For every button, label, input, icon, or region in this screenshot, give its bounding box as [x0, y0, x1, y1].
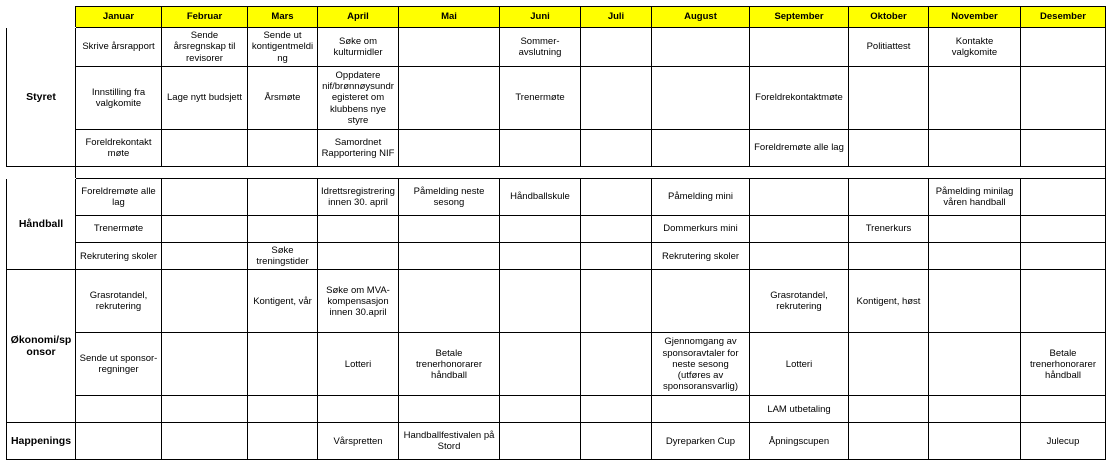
cell-styret2-mars: Årsmøte	[248, 67, 318, 130]
cell-handball3-november	[929, 243, 1021, 270]
cell-styret-april: Søke om kulturmidler	[318, 28, 399, 67]
cell-handball2-mars	[248, 216, 318, 243]
cell-happenings-september: Åpningscupen	[750, 423, 849, 460]
cell-okonomi2-juni	[500, 333, 581, 396]
cell-okonomi1-september: Grasrotandel, rekrutering	[750, 270, 849, 333]
cell-okonomi2-juli	[581, 333, 652, 396]
cell-handball2-desember	[1021, 216, 1106, 243]
cell-styret2-desember	[1021, 67, 1106, 130]
cell-happenings-januar	[76, 423, 162, 460]
cell-okonomi3-november	[929, 396, 1021, 423]
cell-happenings-mars	[248, 423, 318, 460]
cell-handball1-oktober	[849, 179, 929, 216]
spacer-label-cell	[7, 167, 76, 179]
table-row	[7, 270, 1106, 333]
cell-handball1-mai: Påmelding neste sesong	[399, 179, 500, 216]
cell-styret-mai	[399, 28, 500, 67]
cell-styret-mars: Sende ut kontigentmelding	[248, 28, 318, 67]
cell-styret-november: Kontakte valgkomite	[929, 28, 1021, 67]
cell-handball3-mars: Søke treningstider	[248, 243, 318, 270]
cell-happenings-februar	[162, 423, 248, 460]
column-header-januar: Januar	[76, 7, 162, 28]
cell-okonomi3-august	[652, 396, 750, 423]
cell-styret3-mai	[399, 130, 500, 167]
section-label-styret: Styret	[7, 28, 76, 167]
column-header-juni: Juni	[500, 7, 581, 28]
table-row	[7, 179, 1106, 216]
cell-handball1-november: Påmelding minilag våren handball	[929, 179, 1021, 216]
cell-okonomi3-mars	[248, 396, 318, 423]
cell-styret2-april: Oppdatere nif/brønnøysundregisteret om klubbens nye styre	[318, 67, 399, 130]
column-header-mars: Mars	[248, 7, 318, 28]
table-body	[7, 28, 1106, 460]
cell-happenings-desember: Julecup	[1021, 423, 1106, 460]
cell-okonomi1-oktober: Kontigent, høst	[849, 270, 929, 333]
table-row	[7, 423, 1106, 460]
cell-happenings-november	[929, 423, 1021, 460]
cell-happenings-oktober	[849, 423, 929, 460]
cell-okonomi2-august: Gjennomgang av sponsoravtaler for neste sesong (utføres av sponsoransvarlig)	[652, 333, 750, 396]
cell-okonomi2-januar: Sende ut sponsor-regninger	[76, 333, 162, 396]
cell-styret3-desember	[1021, 130, 1106, 167]
table-row	[7, 243, 1106, 270]
cell-styret2-september: Foreldrekontaktmøte	[750, 67, 849, 130]
header-corner-cell	[7, 7, 76, 28]
cell-handball2-november	[929, 216, 1021, 243]
section-label-happenings: Happenings	[7, 423, 76, 460]
cell-handball1-mars	[248, 179, 318, 216]
cell-handball3-desember	[1021, 243, 1106, 270]
column-header-september: September	[750, 7, 849, 28]
cell-styret-august	[652, 28, 750, 67]
cell-okonomi3-mai	[399, 396, 500, 423]
table-row	[7, 28, 1106, 67]
cell-styret2-oktober	[849, 67, 929, 130]
cell-styret2-november	[929, 67, 1021, 130]
cell-okonomi3-januar	[76, 396, 162, 423]
cell-styret-januar: Skrive årsrapport	[76, 28, 162, 67]
cell-styret3-oktober	[849, 130, 929, 167]
cell-okonomi1-november	[929, 270, 1021, 333]
cell-okonomi3-april	[318, 396, 399, 423]
cell-okonomi1-februar	[162, 270, 248, 333]
cell-handball3-april	[318, 243, 399, 270]
cell-handball3-juni	[500, 243, 581, 270]
cell-styret2-januar: Innstilling fra valgkomite	[76, 67, 162, 130]
cell-handball2-april	[318, 216, 399, 243]
cell-handball2-juni	[500, 216, 581, 243]
cell-okonomi1-august	[652, 270, 750, 333]
cell-styret3-juli	[581, 130, 652, 167]
cell-handball1-februar	[162, 179, 248, 216]
cell-handball1-juni: Håndballskule	[500, 179, 581, 216]
cell-okonomi2-november	[929, 333, 1021, 396]
cell-handball2-mai	[399, 216, 500, 243]
column-header-juli: Juli	[581, 7, 652, 28]
cell-styret3-mars	[248, 130, 318, 167]
cell-okonomi1-mai	[399, 270, 500, 333]
cell-handball2-september	[750, 216, 849, 243]
cell-styret-september	[750, 28, 849, 67]
cell-styret3-august	[652, 130, 750, 167]
table-header	[7, 7, 1106, 28]
cell-handball1-august: Påmelding mini	[652, 179, 750, 216]
cell-handball1-juli	[581, 179, 652, 216]
cell-okonomi1-juli	[581, 270, 652, 333]
header-row	[7, 7, 1106, 28]
column-header-november: November	[929, 7, 1021, 28]
column-header-august: August	[652, 7, 750, 28]
cell-handball3-mai	[399, 243, 500, 270]
cell-okonomi2-april: Lotteri	[318, 333, 399, 396]
cell-okonomi3-september: LAM utbetaling	[750, 396, 849, 423]
cell-happenings-mai: Handballfestivalen på Stord	[399, 423, 500, 460]
cell-okonomi3-juni	[500, 396, 581, 423]
cell-okonomi2-desember: Betale trenerhonorarer håndball	[1021, 333, 1106, 396]
cell-styret-juni: Sommer-avslutning	[500, 28, 581, 67]
cell-handball3-juli	[581, 243, 652, 270]
cell-styret2-juli	[581, 67, 652, 130]
cell-styret3-november	[929, 130, 1021, 167]
cell-styret-februar: Sende årsregnskap til revisorer	[162, 28, 248, 67]
cell-happenings-juni	[500, 423, 581, 460]
cell-handball2-oktober: Trenerkurs	[849, 216, 929, 243]
cell-okonomi1-april: Søke om MVA-kompensasjon innen 30.april	[318, 270, 399, 333]
cell-handball2-januar: Trenermøte	[76, 216, 162, 243]
cell-okonomi2-februar	[162, 333, 248, 396]
cell-happenings-juli	[581, 423, 652, 460]
cell-okonomi3-februar	[162, 396, 248, 423]
cell-okonomi1-juni	[500, 270, 581, 333]
cell-okonomi1-desember	[1021, 270, 1106, 333]
spacer-cell	[76, 167, 1106, 179]
cell-styret2-august	[652, 67, 750, 130]
cell-happenings-april: Vårspretten	[318, 423, 399, 460]
cell-okonomi2-oktober	[849, 333, 929, 396]
section-spacer	[7, 167, 1106, 179]
cell-styret2-mai	[399, 67, 500, 130]
cell-okonomi1-januar: Grasrotandel, rekrutering	[76, 270, 162, 333]
cell-okonomi1-mars: Kontigent, vår	[248, 270, 318, 333]
column-header-februar: Februar	[162, 7, 248, 28]
cell-handball3-oktober	[849, 243, 929, 270]
cell-styret3-juni	[500, 130, 581, 167]
cell-okonomi2-september: Lotteri	[750, 333, 849, 396]
column-header-mai: Mai	[399, 7, 500, 28]
cell-handball3-august: Rekrutering skoler	[652, 243, 750, 270]
cell-styret-juli	[581, 28, 652, 67]
cell-okonomi3-oktober	[849, 396, 929, 423]
column-header-april: April	[318, 7, 399, 28]
yearly-plan-table	[6, 6, 1106, 460]
cell-handball3-februar	[162, 243, 248, 270]
cell-okonomi3-juli	[581, 396, 652, 423]
table-row	[7, 130, 1106, 167]
cell-handball1-september	[750, 179, 849, 216]
cell-okonomi2-mai: Betale trenerhonorarer håndball	[399, 333, 500, 396]
cell-handball2-februar	[162, 216, 248, 243]
cell-handball1-desember	[1021, 179, 1106, 216]
cell-styret3-januar: Foreldrekontakt møte	[76, 130, 162, 167]
cell-handball3-september	[750, 243, 849, 270]
cell-styret-oktober: Politiattest	[849, 28, 929, 67]
cell-okonomi2-mars	[248, 333, 318, 396]
cell-happenings-august: Dyreparken Cup	[652, 423, 750, 460]
cell-handball1-januar: Foreldremøte alle lag	[76, 179, 162, 216]
column-header-oktober: Oktober	[849, 7, 929, 28]
cell-handball3-januar: Rekrutering skoler	[76, 243, 162, 270]
cell-handball2-august: Dommerkurs mini	[652, 216, 750, 243]
cell-styret3-september: Foreldremøte alle lag	[750, 130, 849, 167]
column-header-desember: Desember	[1021, 7, 1106, 28]
table-row	[7, 216, 1106, 243]
table-row	[7, 396, 1106, 423]
cell-handball2-juli	[581, 216, 652, 243]
cell-styret3-februar	[162, 130, 248, 167]
cell-styret2-juni: Trenermøte	[500, 67, 581, 130]
table-row	[7, 333, 1106, 396]
section-label-okonomi: Økonomi/sponsor	[7, 270, 76, 423]
cell-okonomi3-desember	[1021, 396, 1106, 423]
table-row	[7, 67, 1106, 130]
cell-styret3-april: Samordnet Rapportering NIF	[318, 130, 399, 167]
cell-styret-desember	[1021, 28, 1106, 67]
section-label-handball: Håndball	[7, 179, 76, 270]
cell-handball1-april: Idrettsregistrering innen 30. april	[318, 179, 399, 216]
cell-styret2-februar: Lage nytt budsjett	[162, 67, 248, 130]
